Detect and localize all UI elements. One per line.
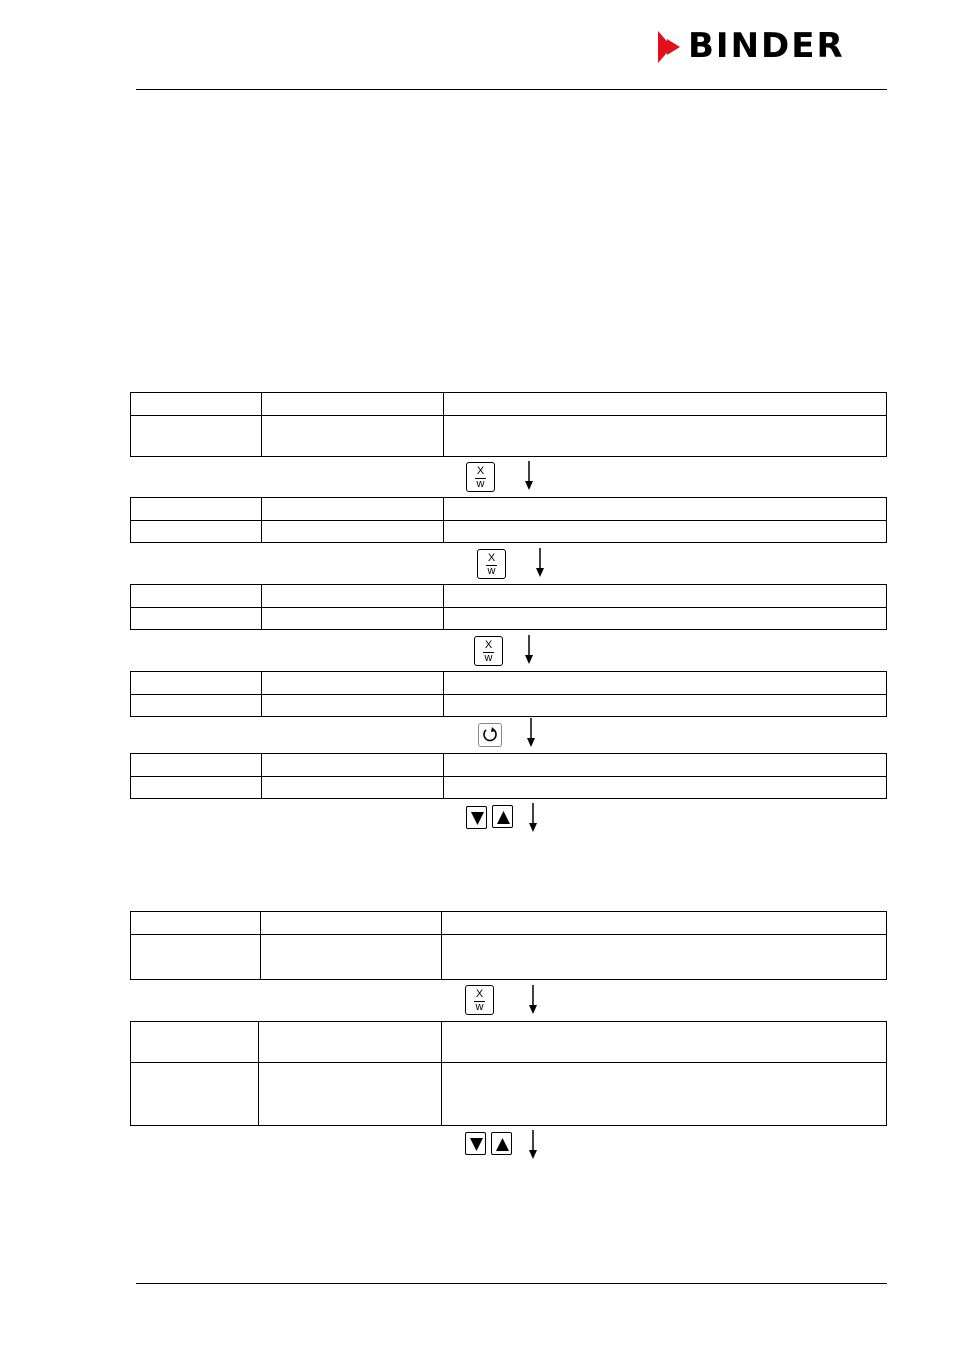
rotate-key-icon: [478, 723, 502, 747]
xw-key-w-label: w: [476, 478, 485, 490]
table-row: [131, 498, 887, 521]
footer-rule: [136, 1283, 887, 1284]
display-table-4: [130, 671, 887, 717]
arrow-down-icon: [523, 461, 535, 491]
up-key-icon: [492, 805, 513, 828]
down-triangle-icon: [466, 1133, 487, 1156]
arrow-down-icon: [527, 803, 539, 833]
arrow-down-icon: [527, 985, 539, 1015]
table-row: [131, 521, 887, 543]
table-row: [131, 695, 887, 717]
xw-key-w-label: w: [487, 565, 496, 577]
xw-key-x-label: X: [476, 465, 485, 477]
table-row: [131, 393, 887, 416]
display-table-1: [130, 392, 887, 457]
header-rule: [136, 89, 887, 90]
table-row: [131, 672, 887, 695]
binder-logo: [656, 28, 888, 68]
down-triangle-icon: [467, 807, 488, 830]
xw-key-icon: [465, 985, 494, 1015]
brand-name: BINDER: [688, 26, 845, 66]
arrow-down-icon: [527, 1130, 539, 1160]
display-table-2: [130, 497, 887, 543]
table-row: [131, 585, 887, 608]
rotate-arrow-icon: [479, 724, 501, 746]
xw-key-w-label: w: [484, 652, 493, 664]
table-row: [131, 416, 887, 457]
arrow-down-icon: [525, 718, 537, 748]
up-triangle-icon: [492, 1133, 513, 1156]
xw-key-icon: [477, 549, 506, 579]
xw-key-w-label: w: [475, 1001, 484, 1013]
table-row: [131, 777, 887, 799]
xw-key-x-label: X: [487, 552, 496, 564]
table-row: [131, 1022, 887, 1063]
table-row: [131, 935, 887, 980]
down-key-icon: [465, 1132, 486, 1155]
down-key-icon: [466, 806, 487, 829]
display-table-3: [130, 584, 887, 630]
xw-key-x-label: X: [475, 988, 484, 1000]
xw-key-x-label: X: [484, 639, 493, 651]
display-table-7: [130, 1021, 887, 1126]
xw-key-icon: [474, 636, 503, 666]
xw-key-icon: [466, 462, 495, 492]
table-row: [131, 608, 887, 630]
arrow-down-icon: [534, 548, 546, 578]
display-table-6: [130, 911, 887, 980]
up-triangle-icon: [493, 806, 514, 829]
table-row: [131, 912, 887, 935]
table-row: [131, 754, 887, 777]
binder-logo-icon: [656, 28, 686, 68]
display-table-5: [130, 753, 887, 799]
table-row: [131, 1063, 887, 1126]
up-key-icon: [491, 1132, 512, 1155]
arrow-down-icon: [523, 635, 535, 665]
